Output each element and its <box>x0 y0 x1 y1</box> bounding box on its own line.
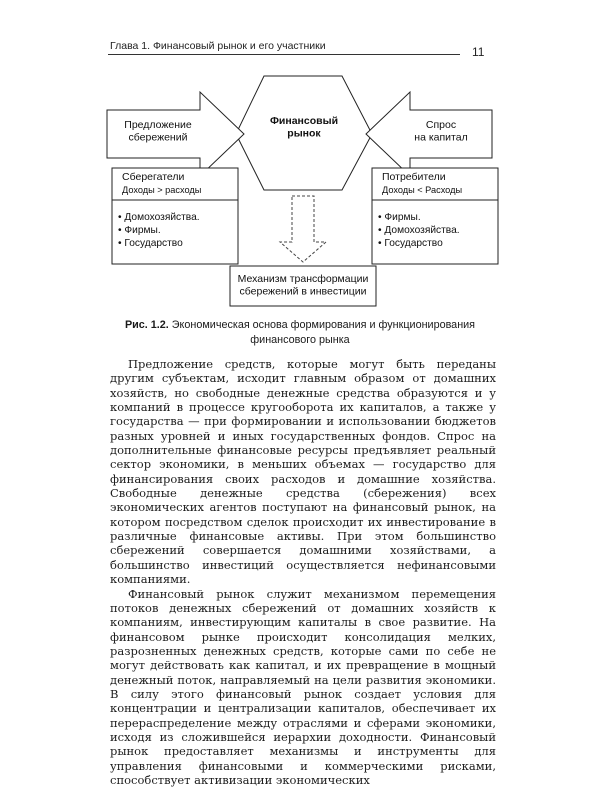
consumers-item: • Государство <box>378 238 443 249</box>
figure-caption <box>100 318 500 347</box>
paragraph: Финансовый рынок служит механизмом перемещения потоков денежных сбережений от домашних хозяйств к компаниям, инвестирующим капиталы в свое развитие. На финансовом рынке происходит консолидация мелких, разрозненных денежных средств, которые сами по себе не могут действовать как капитал, и их превращение в мощный денежный поток, направляемый на цели развития экономики. В силу этого финансовый рынок создает условия для концентрации и централизации капиталов, обеспечивает их перераспределение между отраслями и сферами экономики, исходя из сложившейся иерархии доходности. Финансовый рынок предоставляет механизмы и инструменты для управления финансовыми и коммерческими рисками, способствует активизации экономических <box>110 587 496 787</box>
paragraph: Предложение средств, которые могут быть переданы другим субъектам, исходит главным образом от домашних хозяйств, но свободные денежные средства образуются и у компаний в процессе кругооборота их капиталов, а также у государства — при формировании и использовании бюджетов разных уровней и иных государственных фондов. Спрос на дополнительные финансовые ресурсы предъявляет реальный сектор экономики, в меньших объемах — государство для финансирования своих расходов и домашние хозяйства. Свободные денежные средства (сбережения) всех экономических агентов поступают на финансовый рынок, на котором посредством сделок происходит их инвестирование в различные финансовые активы. При этом большинство сбережений совершается домашними хозяйствами, а большинство инвестиций осуществляется нефинансовыми компаниями. <box>110 357 496 587</box>
savers-item: • Государство <box>118 238 183 249</box>
savers-item: • Фирмы. <box>118 225 161 236</box>
savers-item: • Домохозяйства. <box>118 212 200 223</box>
page-number: 11 <box>472 45 484 59</box>
transformation-arrow <box>280 196 326 262</box>
supply-arrow-label: Предложение сбережений <box>124 119 192 144</box>
body-text <box>110 357 496 787</box>
figure-caption-text: Экономическая основа формирования и функционирования финансового рынка <box>169 319 475 346</box>
consumers-subtitle: Доходы < Расходы <box>382 185 462 195</box>
demand-arrow-label: Спрос на капитал <box>414 119 467 144</box>
financial-market-diagram <box>0 0 600 320</box>
mechanism-label: Механизм трансформации сбережений в инвестиции <box>238 273 369 298</box>
savers-title: Сберегатели <box>122 171 185 183</box>
consumers-title: Потребители <box>382 171 446 183</box>
savers-subtitle: Доходы > расходы <box>122 185 201 195</box>
market-label: Финансовый рынок <box>270 115 338 140</box>
consumers-item: • Фирмы. <box>378 212 421 223</box>
figure-caption-label: Рис. 1.2. <box>125 319 169 331</box>
consumers-item: • Домохозяйства. <box>378 225 460 236</box>
running-head-title: Глава 1. Финансовый рынок и его участники <box>110 40 326 52</box>
